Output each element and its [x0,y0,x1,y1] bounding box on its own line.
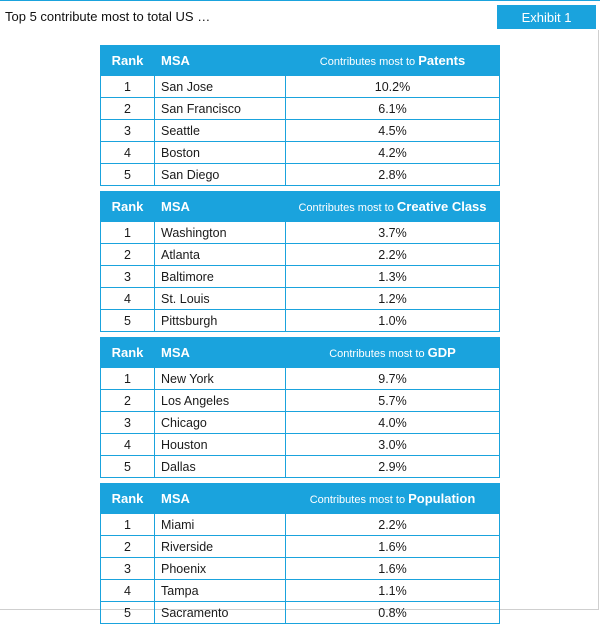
metric-prefix: Contributes most to [298,202,397,214]
msa-cell: Riverside [155,536,286,558]
rank-cell: 5 [101,164,155,186]
rank-cell: 5 [101,456,155,478]
value-cell: 4.2% [286,142,500,164]
rank-cell: 4 [101,288,155,310]
msa-cell: Seattle [155,120,286,142]
rank-cell: 2 [101,390,155,412]
value-cell: 3.0% [286,434,500,456]
value-cell: 2.9% [286,456,500,478]
rank-header: Rank [101,338,155,368]
value-cell: 0.8% [286,602,500,624]
rank-header: Rank [101,192,155,222]
msa-cell: Phoenix [155,558,286,580]
msa-header: MSA [155,46,286,76]
msa-header: MSA [155,192,286,222]
value-cell: 9.7% [286,368,500,390]
table-row [101,580,500,602]
value-cell: 6.1% [286,98,500,120]
value-cell: 1.6% [286,558,500,580]
table-header-row [101,192,500,222]
value-cell: 1.2% [286,288,500,310]
table-row [101,514,500,536]
msa-cell: Pittsburgh [155,310,286,332]
table-row [101,602,500,624]
table-row [101,288,500,310]
metric-prefix: Contributes most to [329,348,428,360]
table-row [101,222,500,244]
metric-name: GDP [427,345,456,360]
rank-cell: 5 [101,602,155,624]
value-cell: 4.5% [286,120,500,142]
rank-cell: 4 [101,142,155,164]
metric-name: Patents [418,53,466,68]
rank-cell: 4 [101,580,155,602]
table-row [101,310,500,332]
msa-cell: St. Louis [155,288,286,310]
gdp-table [100,337,500,478]
rank-cell: 3 [101,266,155,288]
metric-header [286,46,500,76]
metric-name: Creative Class [396,199,487,214]
table-row [101,536,500,558]
value-cell: 1.6% [286,536,500,558]
creative-class-table [100,191,500,332]
msa-cell: Dallas [155,456,286,478]
table-header-row [101,338,500,368]
rank-header: Rank [101,484,155,514]
table-row [101,120,500,142]
rank-cell: 5 [101,310,155,332]
msa-cell: Washington [155,222,286,244]
msa-cell: Atlanta [155,244,286,266]
table-row [101,164,500,186]
rank-cell: 3 [101,412,155,434]
rank-cell: 1 [101,76,155,98]
msa-cell: New York [155,368,286,390]
table-row [101,558,500,580]
msa-cell: Sacramento [155,602,286,624]
page-title: Top 5 contribute most to total US … [5,9,211,24]
exhibit-badge: Exhibit 1 [497,5,596,29]
ranking-tables [100,45,499,629]
metric-header [286,338,500,368]
rank-cell: 4 [101,434,155,456]
value-cell: 5.7% [286,390,500,412]
table-row [101,456,500,478]
rank-cell: 2 [101,98,155,120]
table-row [101,244,500,266]
msa-cell: San Francisco [155,98,286,120]
rank-cell: 2 [101,536,155,558]
msa-cell: San Jose [155,76,286,98]
msa-header: MSA [155,484,286,514]
rank-cell: 2 [101,244,155,266]
table-row [101,412,500,434]
value-cell: 2.2% [286,514,500,536]
table-row [101,98,500,120]
rank-cell: 3 [101,120,155,142]
table-header-row [101,484,500,514]
metric-prefix: Contributes most to [319,56,419,68]
table-row [101,142,500,164]
value-cell: 1.3% [286,266,500,288]
msa-cell: Boston [155,142,286,164]
rank-cell: 1 [101,368,155,390]
msa-cell: Miami [155,514,286,536]
rank-cell: 3 [101,558,155,580]
rank-cell: 1 [101,514,155,536]
value-cell: 10.2% [286,76,500,98]
msa-cell: Baltimore [155,266,286,288]
table-header-row [101,46,500,76]
msa-cell: Los Angeles [155,390,286,412]
population-table [100,483,500,624]
msa-cell: San Diego [155,164,286,186]
msa-header: MSA [155,338,286,368]
rank-header: Rank [101,46,155,76]
patents-table [100,45,500,186]
metric-header [286,484,500,514]
value-cell: 1.0% [286,310,500,332]
msa-cell: Houston [155,434,286,456]
table-row [101,390,500,412]
metric-name: Population [408,491,476,506]
metric-header [286,192,500,222]
value-cell: 2.2% [286,244,500,266]
table-row [101,434,500,456]
value-cell: 4.0% [286,412,500,434]
metric-prefix: Contributes most to [309,494,409,506]
table-row [101,368,500,390]
table-row [101,76,500,98]
rank-cell: 1 [101,222,155,244]
value-cell: 1.1% [286,580,500,602]
value-cell: 3.7% [286,222,500,244]
msa-cell: Chicago [155,412,286,434]
msa-cell: Tampa [155,580,286,602]
value-cell: 2.8% [286,164,500,186]
table-row [101,266,500,288]
